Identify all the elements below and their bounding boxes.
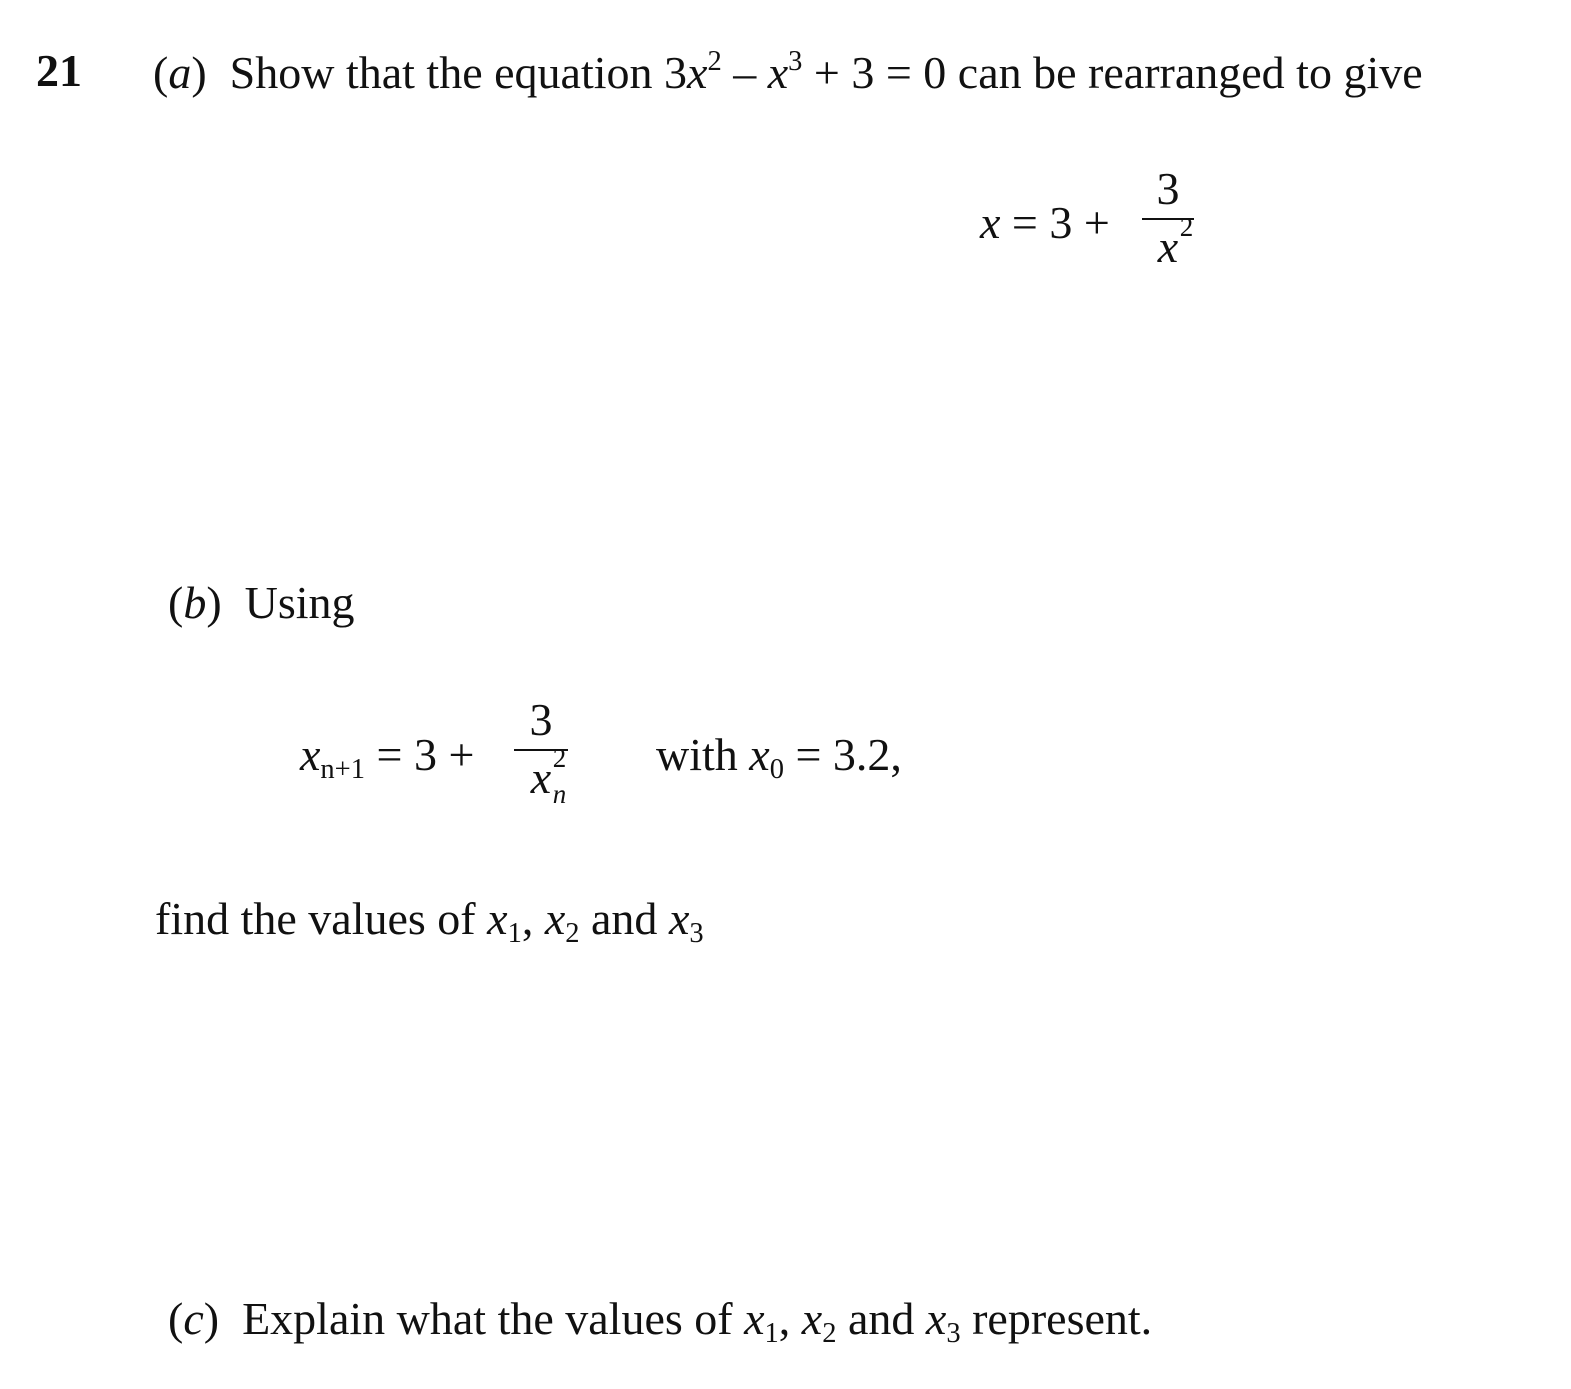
iteration-equals: = 3 +	[376, 729, 475, 780]
var-x: x	[744, 1293, 765, 1344]
subscript-n: n	[552, 779, 567, 809]
var-x: x	[530, 752, 552, 803]
result-denominator	[1142, 212, 1194, 272]
result-equals-text: = 3 +	[1011, 197, 1110, 248]
iteration-fraction	[514, 694, 568, 809]
initial-condition	[656, 729, 902, 785]
part-a-text-start: Show that the equation 3	[229, 47, 688, 98]
and-text: and	[591, 893, 658, 944]
part-c-text-end: represent.	[972, 1293, 1153, 1344]
part-a-prompt: (a) Show that the equation $3x^2 - x^3 + 3 = 0$ can be rearranged to give	[153, 46, 1423, 98]
part-a-label: a	[168, 47, 192, 98]
var-x: x	[300, 729, 321, 780]
var-x: x	[1157, 221, 1179, 272]
part-c-text-start: Explain what the values of	[242, 1293, 733, 1344]
part-c-prompt: (c) Explain what the values of $x_1$, $x_2$ and $x_3$ represent.	[168, 1293, 1153, 1349]
result-equation-lhs	[980, 197, 1110, 248]
part-b-intro: (b) Using	[168, 577, 355, 628]
part-b-using: Using	[244, 577, 355, 628]
subscript-2: 2	[822, 1317, 837, 1349]
comma: ,	[521, 893, 534, 944]
subscript-n-plus-1: n+1	[320, 753, 366, 785]
var-x: x	[487, 893, 508, 944]
exponent-3: 3	[788, 46, 803, 78]
var-x: x	[668, 893, 690, 944]
var-x: x	[767, 47, 789, 98]
comma: ,	[778, 1293, 791, 1344]
part-b-find	[155, 893, 704, 949]
minus-sign: –	[721, 47, 768, 98]
x0-value: = 3.2,	[795, 729, 902, 780]
subscript-3: 3	[689, 917, 704, 949]
subscript-3: 3	[946, 1317, 961, 1349]
find-text: find the values of	[155, 893, 476, 944]
iteration-denominator	[514, 743, 568, 809]
exponent-2: 2	[707, 46, 722, 78]
iteration-numerator: 3	[529, 694, 553, 745]
subscript-0: 0	[769, 753, 784, 785]
var-x: x	[544, 893, 566, 944]
var-x: x	[687, 47, 708, 98]
result-fraction	[1142, 163, 1194, 272]
subscript-2: 2	[565, 917, 580, 949]
question-number: 21	[36, 45, 82, 96]
exponent-2: 2	[552, 743, 567, 773]
subscript-1: 1	[764, 1317, 779, 1349]
iteration-lhs	[300, 729, 475, 785]
var-x: x	[801, 1293, 823, 1344]
part-c-label: c	[183, 1293, 204, 1344]
exponent-2: 2	[1179, 212, 1194, 242]
var-x: x	[925, 1293, 947, 1344]
and-text: and	[847, 1293, 915, 1344]
subscript-1: 1	[507, 917, 522, 949]
var-x: x	[749, 729, 770, 780]
part-a-text-end: + 3 = 0 can be rearranged to give	[802, 47, 1423, 98]
with-text: with	[656, 729, 738, 780]
var-x: x	[980, 197, 1001, 248]
part-b-label: b	[183, 577, 207, 628]
result-numerator: 3	[1156, 163, 1180, 214]
